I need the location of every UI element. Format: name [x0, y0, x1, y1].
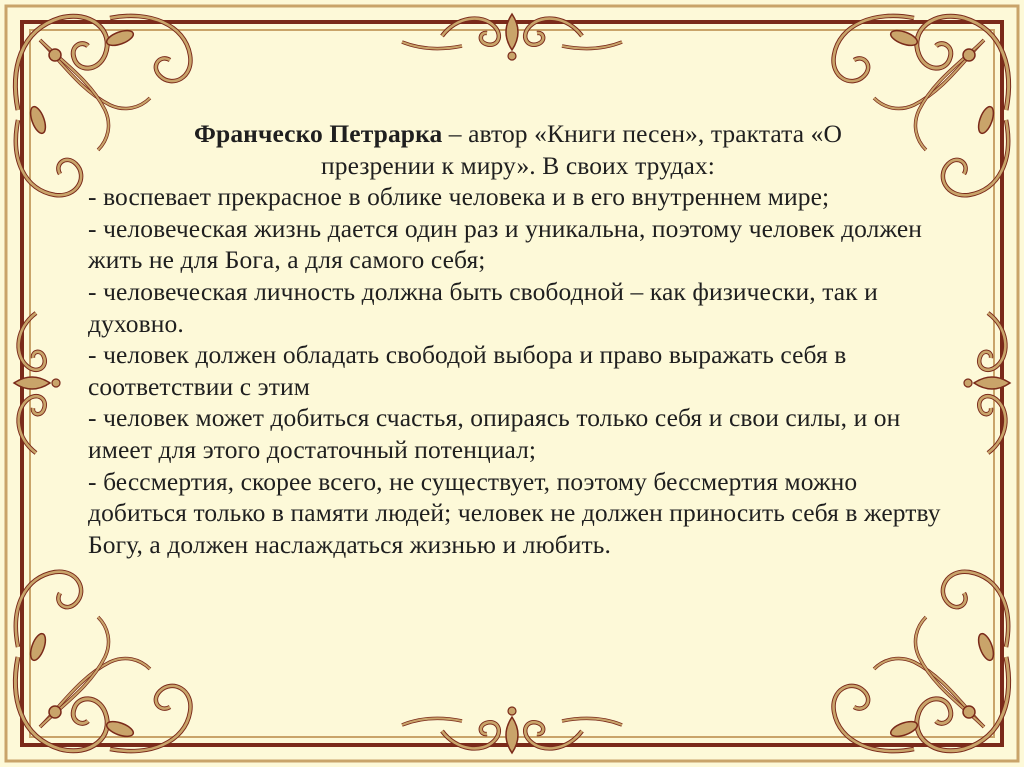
intro-paragraph	[88, 118, 948, 181]
right-center-ornament	[964, 313, 1010, 453]
author-name: Франческо Петрарка	[194, 119, 443, 148]
list-item: - человеческая жизнь дается один раз и уникальна, поэтому человек должен жить не для Бога, а для самого себя;	[88, 213, 923, 275]
points-list	[88, 181, 948, 560]
corner-ornament-bottom-left	[15, 572, 190, 751]
list-item: - человек может добиться счастья, опираясь только себя и свои силы, и он имеет для этого достаточный потенциал;	[88, 403, 901, 464]
corner-ornament-bottom-right	[834, 572, 1009, 751]
list-item: - человеческая личность должна быть свободной – как физически, так и духовно.	[88, 276, 878, 338]
intro-line-2: презрении к миру». В своих трудах:	[321, 150, 715, 180]
list-item: - воспевает прекрасное в облике человека и в его внутреннем мире;	[88, 182, 830, 212]
left-center-ornament	[14, 313, 60, 453]
text-content	[88, 118, 948, 560]
list-item: - человек должен обладать свободой выбора и право выражать себя в соответствии с этим	[88, 340, 847, 401]
intro-rest: – автор «Книги песен», трактата «О	[442, 119, 842, 148]
list-item: - бессмертия, скорее всего, не существует, поэтому бессмертия можно добиться только в памяти людей; человек не должен приносить себя в жертву Богу, а должен наслаждаться жизнью и любить.	[88, 466, 941, 559]
